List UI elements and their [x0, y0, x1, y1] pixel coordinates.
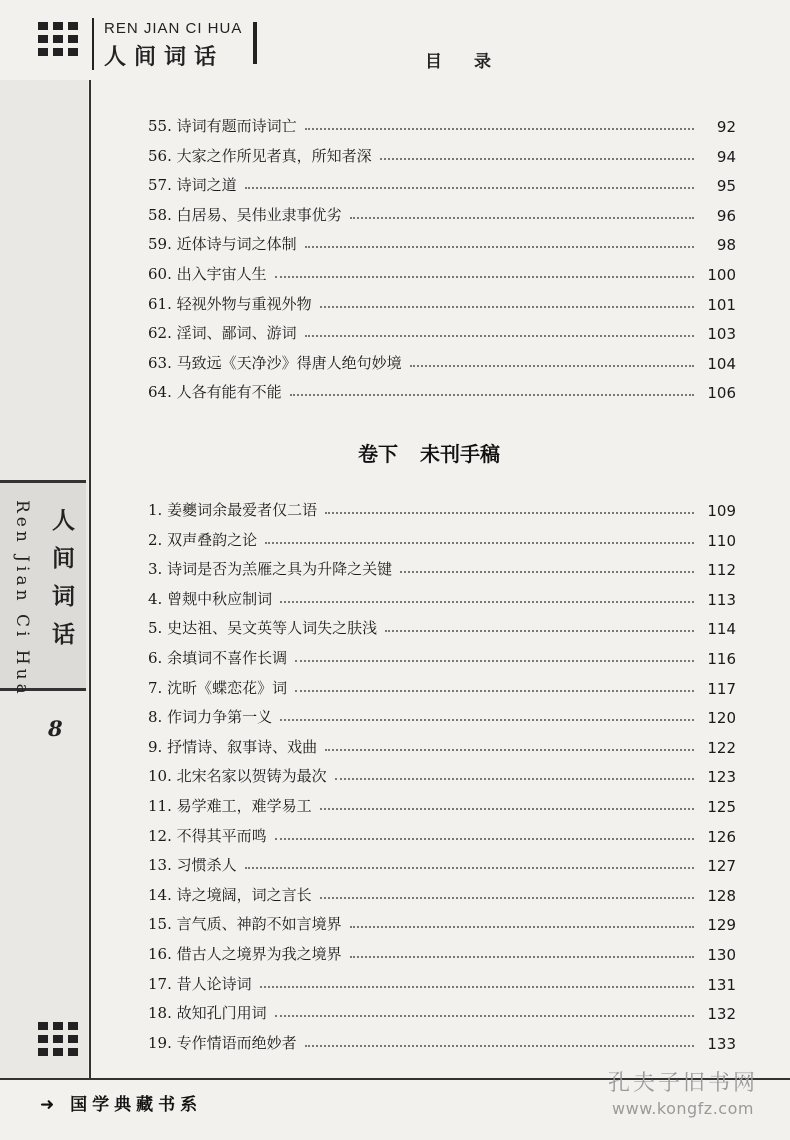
toc-leader-dots — [305, 1045, 694, 1047]
toc-entry — [148, 347, 736, 373]
toc-entry — [148, 731, 736, 757]
header-latin-title: REN JIAN CI HUA — [104, 20, 243, 37]
toc-entry-page: 117 — [707, 679, 736, 698]
toc-entry-title: 55. 诗词有题而诗词亡 — [148, 117, 297, 135]
toc-entry-page: 120 — [707, 709, 736, 728]
toc-leader-dots — [260, 986, 694, 988]
toc-entry-title: 17. 昔人论诗词 — [148, 974, 252, 993]
toc-leader-dots — [385, 630, 694, 632]
toc-entry-page: 106 — [707, 384, 736, 403]
toc-entry — [148, 1027, 736, 1053]
toc-leader-dots — [320, 306, 694, 308]
toc-entry-title: 12. 不得其平而鸣 — [148, 826, 267, 845]
toc-heading: 目录 — [425, 52, 523, 72]
toc-leader-dots — [275, 276, 694, 278]
toc-leader-dots — [335, 778, 694, 780]
sidebar-latin-text: Ren Jian Ci Hua — [12, 500, 32, 698]
toc-entry-title: 8. 作词力争第一义 — [148, 708, 273, 727]
toc-entry-title: 7. 沈昕《蝶恋花》词 — [148, 678, 288, 697]
sidebar-cn-char: 人 — [52, 508, 75, 534]
toc-entry-page: 95 — [716, 177, 736, 196]
toc-entry — [148, 140, 736, 166]
toc-entry-title: 10. 北宋名家以贺铸为最次 — [148, 767, 327, 786]
toc-entry-title: 18. 故知孔门用词 — [148, 1004, 267, 1023]
sidebar-cn-char: 间 — [52, 546, 75, 572]
toc-entry-page: 125 — [707, 798, 736, 816]
toc-entry — [148, 790, 736, 816]
toc-entry-title: 15. 言气质、神韵不如言境界 — [148, 915, 342, 934]
toc-entry — [148, 288, 736, 314]
toc-entry-title: 14. 诗之境阔，词之言长 — [148, 885, 312, 904]
toc-leader-dots — [290, 394, 694, 396]
header-book-title: 人间词话 — [104, 45, 225, 70]
toc-entry — [148, 879, 736, 905]
toc-entry — [148, 583, 736, 609]
sidebar-cn-title — [52, 502, 82, 654]
toc-entry-page: 129 — [707, 916, 736, 935]
toc-entry-title: 62. 淫词、鄙词、游词 — [148, 324, 297, 343]
toc-entry-page: 122 — [707, 738, 736, 757]
toc-entry-page: 123 — [707, 768, 736, 787]
toc-entry-page: 113 — [707, 590, 736, 609]
toc-entry — [148, 938, 736, 964]
header-dot-grid-icon — [38, 22, 78, 56]
toc-entry-title: 2. 双声叠韵之论 — [148, 530, 258, 549]
page-number: 8 — [48, 716, 63, 741]
toc-leader-dots — [350, 956, 694, 958]
toc-entry-page: 133 — [707, 1034, 736, 1053]
series-name: ➜ 国学典藏书系 — [40, 1095, 203, 1115]
toc-leader-dots — [245, 187, 694, 189]
toc-entry — [148, 908, 736, 934]
toc-leader-dots — [410, 365, 694, 367]
toc-entry — [148, 672, 736, 698]
toc-entry-title: 58. 白居易、吴伟业隶事优劣 — [148, 205, 342, 224]
toc-entry-page: 116 — [707, 650, 736, 668]
toc-leader-dots — [305, 246, 694, 248]
toc-entry — [148, 642, 736, 668]
toc-leader-dots — [245, 867, 694, 869]
toc-entry-title: 64. 人各有能有不能 — [148, 383, 282, 402]
footer-dot-grid-icon — [38, 1022, 78, 1056]
toc-entry-title: 19. 专作情语而绝妙者 — [148, 1033, 297, 1052]
toc-leader-dots — [400, 571, 694, 573]
toc-leader-dots — [320, 897, 694, 899]
toc-entry — [148, 701, 736, 727]
toc-entry-title: 6. 余填词不喜作长调 — [148, 649, 288, 667]
toc-entry — [148, 376, 736, 402]
toc-entry-title: 9. 抒情诗、叙事诗、戏曲 — [148, 737, 318, 756]
toc-entry-title: 61. 轻视外物与重视外物 — [148, 294, 312, 313]
toc-entry-title: 3. 诗词是否为羔雁之具为升降之关键 — [148, 560, 393, 579]
sidebar-latin-title — [10, 500, 50, 698]
toc-entry — [148, 968, 736, 994]
toc-entry-page: 103 — [707, 325, 736, 344]
toc-entry-page: 100 — [707, 266, 736, 284]
watermark-name: 孔夫子旧书网 — [607, 1071, 758, 1096]
toc-leader-dots — [350, 217, 694, 219]
toc-entry — [148, 258, 736, 284]
toc-entry-page: 128 — [707, 886, 736, 905]
toc-entry — [148, 612, 736, 638]
toc-leader-dots — [325, 512, 694, 514]
toc-entry-page: 132 — [707, 1005, 736, 1024]
toc-entry-page: 92 — [716, 118, 736, 136]
toc-entry-page: 104 — [707, 354, 736, 373]
toc-entry-title: 13. 习惯杀人 — [148, 856, 237, 875]
toc-entry-title: 63. 马致远《天净沙》得唐人绝句妙境 — [148, 353, 402, 372]
toc-entry-title: 57. 诗词之道 — [148, 176, 237, 195]
toc-leader-dots — [325, 749, 694, 751]
toc-entry — [148, 169, 736, 195]
toc-entry-page: 110 — [707, 531, 736, 550]
watermark-url: www.kongfz.com — [612, 1099, 754, 1118]
toc-entry-title: 16. 借古人之境界为我之境界 — [148, 945, 342, 963]
toc-entry-page: 112 — [707, 561, 736, 580]
toc-entry — [148, 760, 736, 786]
toc-entry-page: 98 — [716, 236, 736, 255]
toc-leader-dots — [275, 838, 694, 840]
toc-entry — [148, 997, 736, 1023]
toc-leader-dots — [305, 128, 694, 130]
header-divider — [92, 18, 94, 70]
toc-entry-title: 4. 曾觌中秋应制词 — [148, 589, 273, 608]
toc-leader-dots — [380, 158, 694, 160]
toc-entry-page: 101 — [707, 295, 736, 314]
toc-entry-page: 131 — [707, 975, 736, 994]
toc-entry — [148, 553, 736, 579]
section-volume: 卷下 — [358, 442, 398, 466]
section-title: 未刊手稿 — [420, 442, 500, 466]
toc-entry-page: 114 — [707, 620, 736, 639]
toc-entry — [148, 228, 736, 254]
toc-entry-page: 96 — [716, 206, 736, 225]
toc-leader-dots — [280, 719, 694, 721]
toc-entry-title: 5. 史达祖、吴文英等人词失之肤浅 — [148, 619, 378, 638]
toc-entry — [148, 199, 736, 225]
section-heading — [358, 438, 500, 467]
toc-leader-dots — [295, 690, 694, 692]
toc-entry — [148, 820, 736, 846]
toc-entry-title: 1. 姜夔词余最爱者仅二语 — [148, 501, 318, 519]
toc-entry-page: 94 — [716, 147, 736, 166]
sidebar-cn-char: 词 — [52, 584, 75, 610]
header-divider-right — [253, 22, 257, 64]
toc-leader-dots — [320, 808, 694, 810]
toc-entry-page: 126 — [707, 827, 736, 846]
watermark — [593, 1066, 773, 1118]
sidebar-rule — [89, 80, 91, 1080]
sidebar-cn-char: 话 — [52, 622, 75, 648]
toc-entry-page: 130 — [707, 946, 736, 964]
toc-entry — [148, 849, 736, 875]
toc-leader-dots — [305, 335, 694, 337]
toc-entry-page: 127 — [707, 857, 736, 876]
toc-entry-title: 60. 出入宇宙人生 — [148, 265, 267, 283]
toc-leader-dots — [350, 926, 694, 928]
toc-entry — [148, 317, 736, 343]
page-header — [0, 0, 790, 80]
toc-entry-title: 56. 大家之作所见者真，所知者深 — [148, 146, 372, 165]
toc-entry — [148, 494, 736, 520]
toc-entry — [148, 110, 736, 136]
toc-leader-dots — [280, 601, 694, 603]
toc-entry — [148, 524, 736, 550]
toc-entry-title: 11. 易学难工，难学易工 — [148, 797, 312, 815]
toc-leader-dots — [265, 542, 694, 544]
toc-entry-page: 109 — [707, 502, 736, 520]
toc-leader-dots — [275, 1015, 694, 1017]
toc-leader-dots — [295, 660, 694, 662]
toc-entry-title: 59. 近体诗与词之体制 — [148, 235, 297, 254]
